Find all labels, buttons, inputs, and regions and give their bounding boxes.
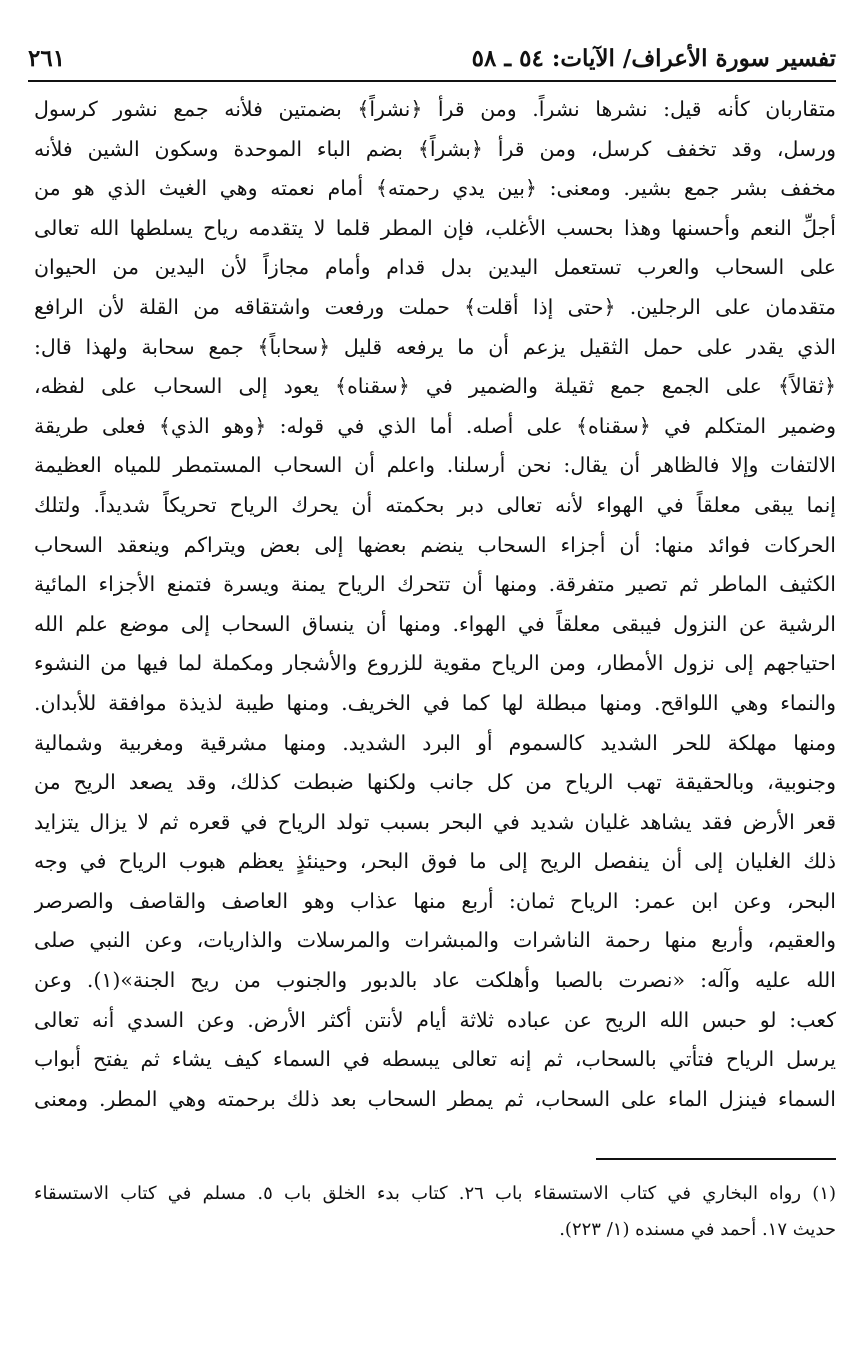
text-line: مخفف بشر جمع بشير. ومعنى: ﴿بين يدي رحمته﴾ أمام نعمته وهي الغيث الذي هو من [34, 176, 836, 201]
text-line: الالتفات وإلا فالظاهر أن يقال: نحن أرسلنا. واعلم أن السحاب المستمطر للمياه العظيمة [34, 453, 836, 478]
text-line: متقاربان كأنه قيل: نشرها نشراً. ومن قرأ ﴿نشراً﴾ بضمتين فلأنه جمع نشور كرسول [34, 97, 836, 121]
footnote-line: حديث ١٧. أحمد في مسنده (١/ ٢٢٣). [559, 1219, 836, 1240]
text-line: متقدمان على الرجلين. ﴿حتى إذا أقلت﴾ حملت ورفعت واشتقاقه من القلة لأن الرافع [34, 294, 836, 319]
text-line: ورسل، وقد تخفف كرسل، ومن قرأ ﴿بشراً﴾ بضم الباء الموحدة وسكون الشين فلأنه [34, 136, 836, 161]
text-line: الله عليه وآله: «نصرت بالصبا وأهلكت عاد بالدبور والجنوب من ريح الجنة»(١). وعن [34, 968, 836, 993]
page-number: ٢٦١ [28, 44, 66, 72]
text-line: الكثيف الماطر ثم تصير متفرقة. ومنها أن تتحرك الرياح يمنة ويسرة فتمنع الأجزاء المائية [34, 572, 836, 597]
footnote-divider [596, 1158, 836, 1160]
footnote-line: (١) رواه البخاري في كتاب الاستسقاء باب ٢٦. كتاب بدء الخلق باب ٥. مسلم في كتاب الاستسقاء [34, 1183, 836, 1204]
text-line: ﴿ثقالاً﴾ على الجمع جمع ثقيلة والضمير في ﴿سقناه﴾ يعود إلى السحاب على لفظه، [34, 374, 836, 399]
running-title: تفسير سورة الأعراف/ الآيات: ٥٤ ـ ٥٨ [471, 44, 836, 72]
text-line: الذي يقدر على حمل الثقيل يزعم أن ما يرفعه قليل ﴿سحاباً﴾ جمع سحابة ولهذا قال: [34, 334, 836, 359]
header-divider [28, 80, 836, 82]
text-line: قعر الأرض فقد يشاهد غليان شديد في البحر بسبب تولد الرياح في قعره ثم لا يزال يتزايد [34, 809, 836, 834]
footnotes [34, 1176, 836, 1248]
text-line: والنماء وهي اللواقح. ومنها مبطلة لها كما في الخريف. ومنها طيبة لذيذة موافقة للأبدان. [34, 690, 836, 715]
text-line: احتياجهم إلى نزول الأمطار، ومن الرياح مقوية للزروع والأشجار ومكملة لما فيها من النشوء [34, 651, 836, 676]
text-line: وضمير المتكلم في ﴿سقناه﴾ على أصله. أما الذي في قوله: ﴿وهو الذي﴾ فعلى طريقة [34, 413, 836, 438]
text-line: إنما يبقى معلقاً في الهواء لأنه تعالى دبر بحكمته أن يحرك الرياح تحريكاً شديداً. ولتلك [34, 492, 836, 517]
text-line: على السحاب والعرب تستعمل اليدين بدل قدام وأمام مجازاً لأن اليدين من الحيوان [34, 255, 836, 280]
text-line: ومنها مهلكة للحر الشديد كالسموم أو البرد الشديد. ومنها مشرقية ومغربية وشمالية [34, 730, 836, 755]
text-line: ذلك الغليان إلى أن ينفصل الريح إلى ما فوق البحر، وحينئذٍ يعظم هبوب الرياح في وجه [34, 849, 836, 874]
text-line: السماء فينزل الماء على السحاب، ثم يمطر السحاب بعد ذلك برحمته وهي المطر. ومعنى [34, 1086, 836, 1111]
text-line: البحر، وعن ابن عمر: الرياح ثمان: أربع منها عذاب وهو العاصف والقاصف والصرصر [34, 888, 836, 913]
body-text [34, 90, 836, 1119]
text-line: يرسل الرياح فتأتي بالسحاب، ثم إنه تعالى يبسطه في السماء كيف يشاء ثم يفتح أبواب [34, 1047, 836, 1072]
text-line: أجلِّ النعم وأحسنها وهذا بحسب الأغلب، فإن المطر قلما لا يتقدمه رياح يسلطها الله تعالى [34, 215, 836, 240]
page-header [28, 38, 836, 78]
text-line: والعقيم، وأربع منها رحمة الناشرات والمبشرات والمرسلات والذاريات، وعن النبي صلى [34, 928, 836, 953]
text-line: كعب: لو حبس الله الريح عن عباده ثلاثة أيام لأنتن أكثر الأرض. وعن السدي أنه تعالى [34, 1007, 836, 1032]
text-line: الرشية عن النزول فيبقى معلقاً في الهواء. ومنها أن ينساق السحاب إلى موضع علم الله [34, 611, 836, 636]
text-line: الحركات فوائد منها: أن أجزاء السحاب ينضم بعضها إلى بعض ويتراكم وينعقد السحاب [34, 532, 836, 557]
text-line: وجنوبية، وبالحقيقة تهب الرياح من كل جانب ولكنها ضبطت كذلك، وقد يصعد الريح من [34, 770, 836, 795]
